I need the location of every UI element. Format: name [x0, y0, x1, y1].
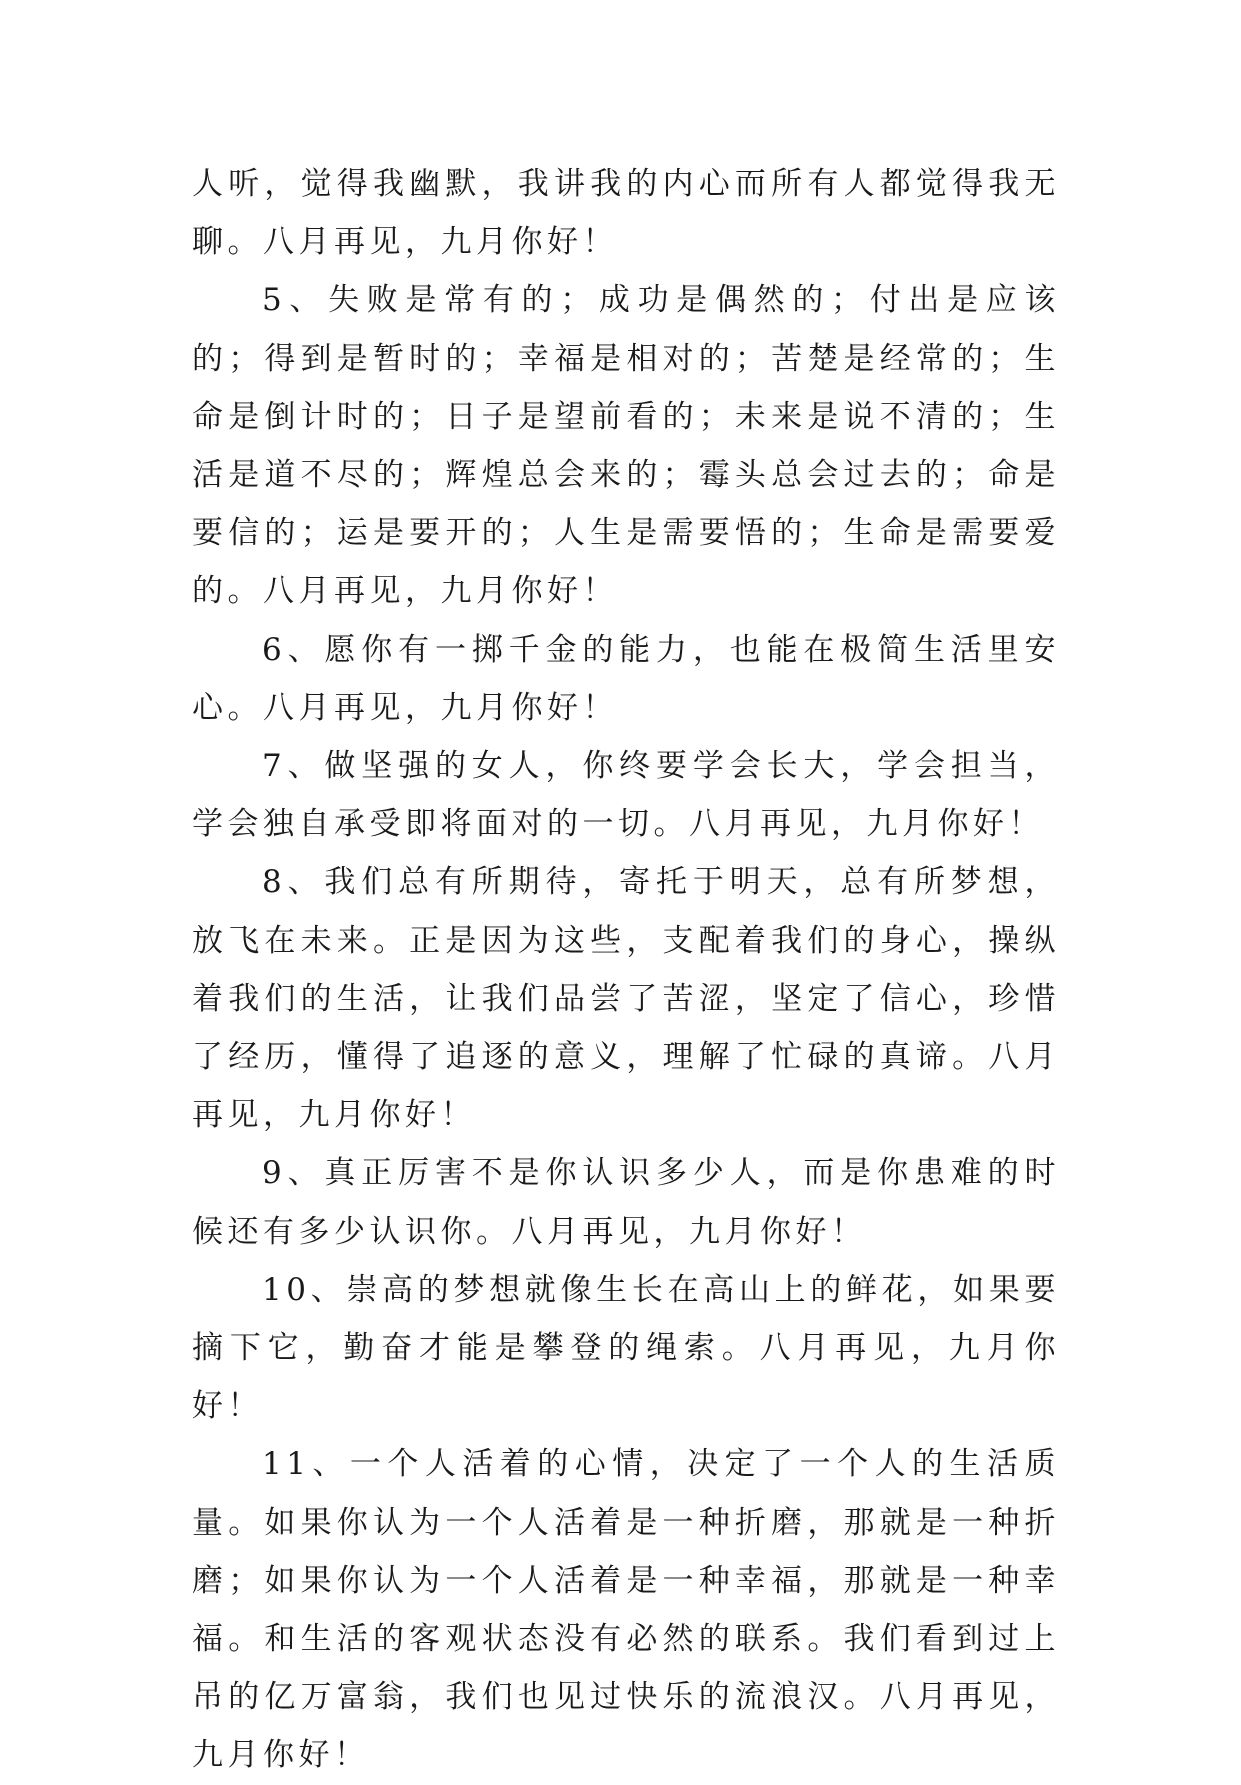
paragraph-item-9: 9、真正厉害不是你认识多少人，而是你患难的时候还有多少认识你。八月再见，九月你好！	[192, 1155, 1060, 1250]
paragraph-item-6: 6、愿你有一掷千金的能力，也能在极简生活里安心。八月再见，九月你好！	[192, 631, 1060, 726]
paragraph-item-8: 8、我们总有所期待，寄托于明天，总有所梦想，放飞在未来。正是因为这些，支配着我们的身心，操纵着我们的生活，让我们品尝了苦涩，坚定了信心，珍惜了经历，懂得了追逐的意义，理解了忙碌的真谛。八月再见，九月你好！	[192, 864, 1060, 1134]
paragraph-item-5: 5、失败是常有的；成功是偶然的；付出是应该的；得到是暂时的；幸福是相对的；苦楚是经常的；生命是倒计时的；日子是望前看的；未来是说不清的；生活是道不尽的；辉煌总会来的；霉头总会过去的；命是要信的；运是要开的；人生是需要悟的；生命是需要爱的。八月再见，九月你好！	[192, 282, 1060, 610]
paragraph-continuation: 人听，觉得我幽默，我讲我的内心而所有人都觉得我无聊。八月再见，九月你好！	[192, 166, 1060, 261]
paragraph-item-7: 7、做坚强的女人，你终要学会长大，学会担当，学会独自承受即将面对的一切。八月再见，九月你好！	[192, 748, 1060, 843]
document-page	[192, 155, 1060, 1785]
paragraph-item-11: 11、一个人活着的心情，决定了一个人的生活质量。如果你认为一个人活着是一种折磨，那就是一种折磨；如果你认为一个人活着是一种幸福，那就是一种幸福。和生活的客观状态没有必然的联系。我们看到过上吊的亿万富翁，我们也见过快乐的流浪汉。八月再见，九月你好！	[192, 1446, 1060, 1774]
paragraph-item-10: 10、崇高的梦想就像生长在高山上的鲜花，如果要摘下它，勤奋才能是攀登的绳索。八月再见，九月你好！	[192, 1271, 1060, 1425]
